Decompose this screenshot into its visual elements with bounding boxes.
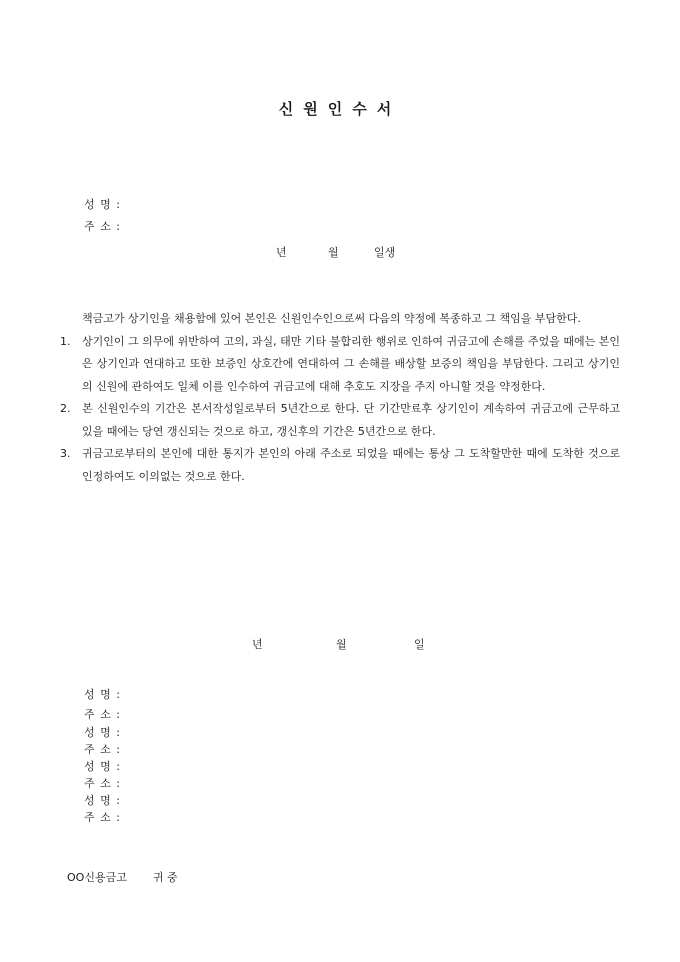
signer-4-name-label: 성 명 : xyxy=(84,794,121,807)
recipient-line xyxy=(60,856,178,885)
signer-1-address-label: 주 소 : xyxy=(84,708,121,721)
item-number: 1. xyxy=(60,334,71,348)
agreement-body xyxy=(60,308,620,488)
signer-2-address-label: 주 소 : xyxy=(84,743,121,756)
signer-1-name-label: 성 명 : xyxy=(84,688,121,701)
item-text: 상기인이 그 의무에 위반하여 고의, 과실, 태만 기타 불합리한 행위로 인하여 귀금고에 손해를 주었을 때에는 본인은 상기인과 연대하고 또한 보증인 상호간에 연대하여 그 손해를 배상할 보증의 책임을 부담한다. 그리고 상기인의 신원에 관하여도 일체 이를 인수하여 귀금고에 대해 추호도 지장을 주지 아니할 것을 약정한다. xyxy=(82,334,620,393)
date-year-label: 년 xyxy=(252,638,263,651)
birth-month-label: 월 xyxy=(328,246,339,259)
agreement-item-2 xyxy=(60,398,620,443)
item-number: 3. xyxy=(60,447,71,460)
document-title: 신원인수서 xyxy=(278,100,402,118)
signer-3-name-label: 성 명 : xyxy=(84,760,121,773)
item-text: 본 신원인수의 기간은 본서작성일로부터 5년간으로 한다. 단 기간만료후 상기인이 계속하여 귀금고에 근무하고 있을 때에는 당연 갱신되는 것으로 하고, 갱신후의 기간은 5년간으로 한다. xyxy=(82,402,620,438)
date-month-label: 월 xyxy=(336,638,347,651)
birth-year-label: 년 xyxy=(276,246,287,259)
signer-2-name-label: 성 명 : xyxy=(84,726,121,739)
date-day-label: 일 xyxy=(414,638,425,651)
intro-paragraph: 책금고가 상기인을 채용함에 있어 본인은 신원인수인으로써 다음의 약정에 복종하고 그 책임을 부담한다. xyxy=(82,312,581,325)
signer-3-address-label: 주 소 : xyxy=(84,777,121,790)
item-number: 2. xyxy=(60,402,71,415)
agreement-item-1 xyxy=(60,331,620,399)
birth-day-label: 일생 xyxy=(374,246,396,259)
signing-date-line xyxy=(0,636,680,652)
agreement-item-3 xyxy=(60,443,620,488)
signer-4-address-label: 주 소 : xyxy=(84,811,121,824)
name-field-label: 성 명 : xyxy=(84,198,121,211)
recipient-bank: OO신용금고 xyxy=(67,871,127,884)
birth-date-line xyxy=(0,244,680,260)
recipient-honorific: 귀 중 xyxy=(152,871,178,884)
address-field-label: 주 소 : xyxy=(84,220,121,233)
item-text: 귀금고로부터의 본인에 대한 통지가 본인의 아래 주소로 되었을 때에는 통상 그 도착할만한 때에 도착한 것으로 인정하여도 이의없는 것으로 한다. xyxy=(82,447,620,483)
